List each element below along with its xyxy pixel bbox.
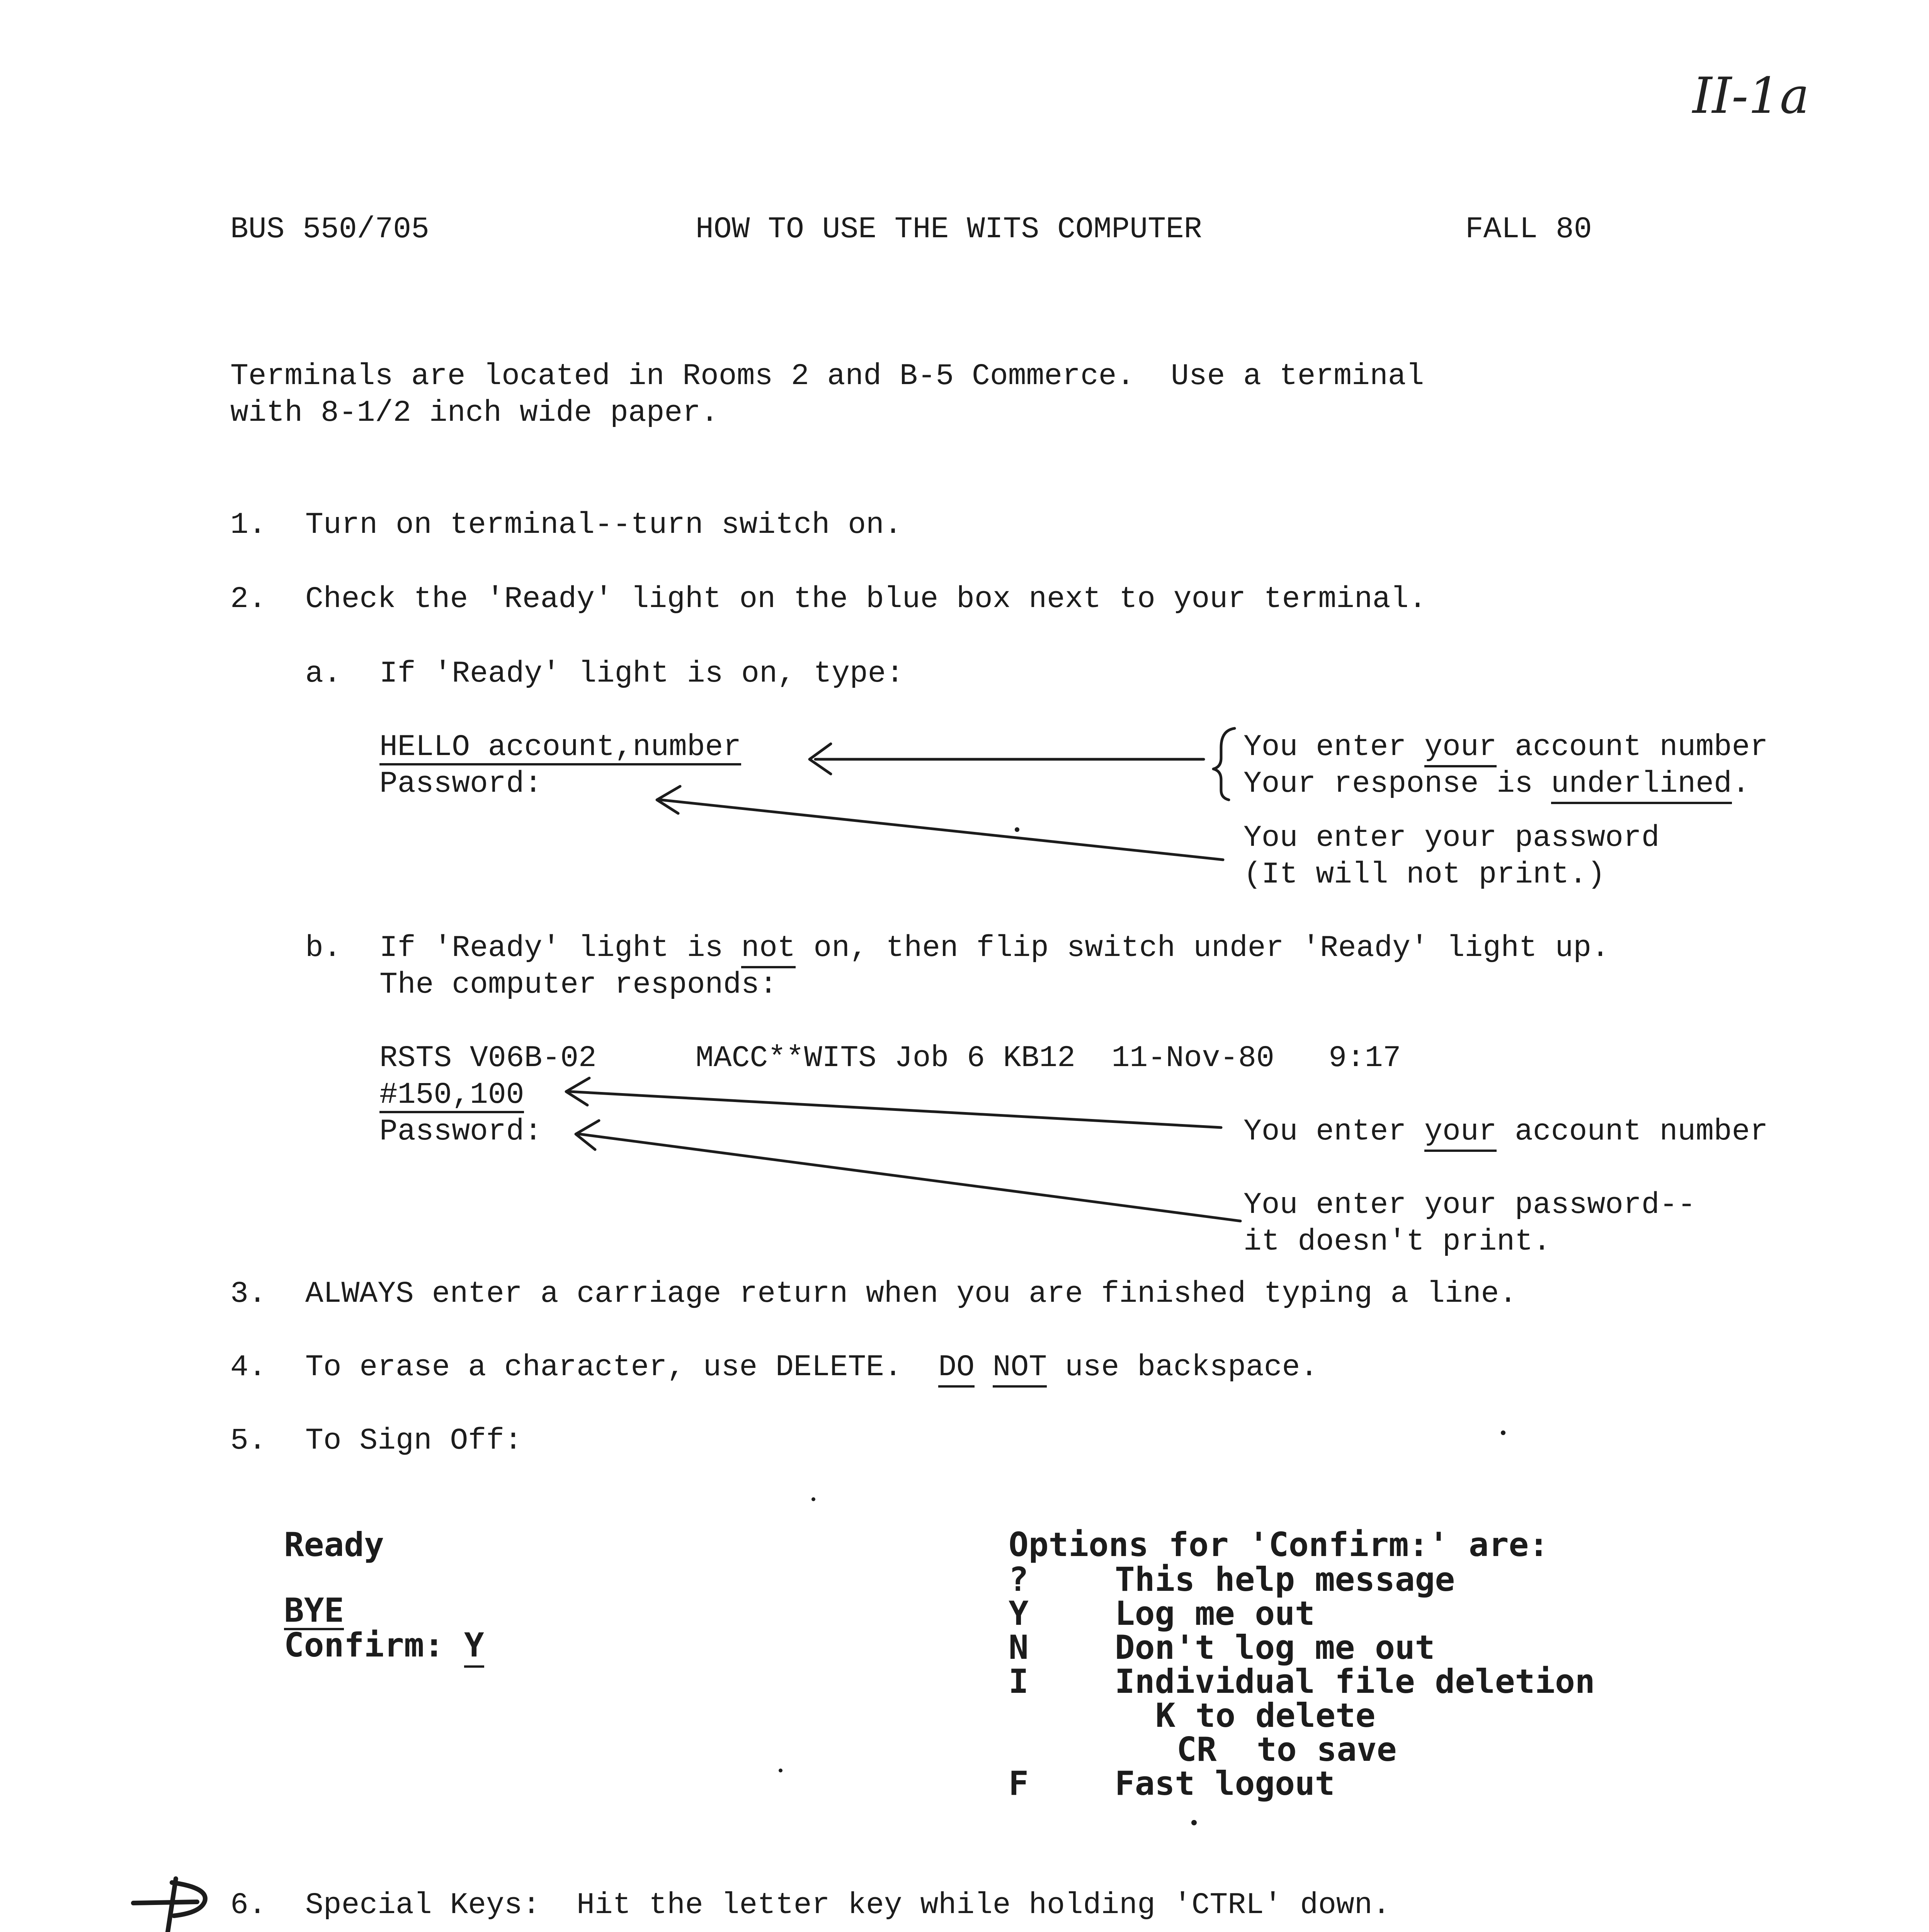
intro-line-2: with 8-1/2 inch wide paper. <box>230 396 719 430</box>
job-banner: MACC**WITS Job 6 KB12 11-Nov-80 9:17 <box>696 1041 1401 1075</box>
step-2b-text-2: The computer responds: <box>379 968 777 1002</box>
step-4-text: To erase a character, use DELETE. DO NOT use backspace. <box>305 1352 1318 1383</box>
arrow-to-password-a <box>661 800 1223 860</box>
option-key: I <box>1009 1662 1029 1701</box>
arrow-to-password-b <box>580 1134 1240 1221</box>
step-1-text: Turn on terminal--turn switch on. <box>305 508 902 542</box>
option-desc: Fast logout <box>1115 1764 1335 1803</box>
course-code: BUS 550/705 <box>230 213 429 247</box>
option-desc: Log me out <box>1115 1594 1315 1633</box>
signoff-confirm: Confirm: Y <box>284 1629 484 1662</box>
password-prompt-b: Password: <box>379 1115 543 1149</box>
step-4-number: 4. <box>230 1350 267 1384</box>
document-title: HOW TO USE THE WITS COMPUTER <box>696 213 1202 247</box>
step-2b-label: b. <box>305 931 342 965</box>
term-label: FALL 80 <box>1465 213 1592 247</box>
note-password-b-line-2: it doesn't print. <box>1243 1225 1551 1259</box>
margin-check-mark <box>133 1879 205 1932</box>
note-brace <box>1213 728 1235 800</box>
arrow-to-account-b <box>570 1092 1221 1128</box>
intro-line-1: Terminals are located in Rooms 2 and B-5 Commerce. Use a terminal <box>230 359 1424 393</box>
note-account-b: You enter your account number <box>1243 1117 1768 1147</box>
note-password-line-1: You enter your password <box>1243 821 1660 855</box>
hello-command: HELLO account,number <box>379 732 741 765</box>
note-password-b-line-1: You enter your password-- <box>1243 1188 1696 1222</box>
option-key: Y <box>1009 1594 1029 1633</box>
option-key: N <box>1009 1628 1029 1667</box>
signoff-ready: Ready <box>284 1526 384 1564</box>
password-prompt-a: Password: <box>379 767 543 801</box>
note-password-line-2: (It will not print.) <box>1243 858 1606 892</box>
system-banner: RSTS V06B-02 <box>379 1041 597 1075</box>
step-3-number: 3. <box>230 1277 267 1311</box>
step-3-text: ALWAYS enter a carriage return when you are finished typing a line. <box>305 1277 1517 1311</box>
step-2-number: 2. <box>230 582 267 616</box>
note-account-line-1: You enter your account number <box>1243 732 1768 762</box>
step-5-number: 5. <box>230 1424 267 1458</box>
account-entry: #150,100 <box>379 1080 524 1113</box>
step-2-text: Check the 'Ready' light on the blue box next to your terminal. <box>305 582 1427 616</box>
option-desc: Individual file deletion <box>1115 1662 1595 1701</box>
step-2a-text: If 'Ready' light is on, type: <box>379 657 904 691</box>
step-5-text: To Sign Off: <box>305 1424 522 1458</box>
step-6-number: 6. <box>230 1888 267 1922</box>
option-desc: This help message <box>1115 1560 1455 1599</box>
options-title: Options for 'Confirm:' are: <box>1009 1526 1549 1564</box>
option-subdesc: K to delete <box>1155 1696 1376 1735</box>
signoff-bye: BYE <box>284 1591 344 1630</box>
option-desc: Don't log me out <box>1115 1628 1435 1667</box>
option-key: F <box>1009 1764 1029 1803</box>
step-1-number: 1. <box>230 508 267 542</box>
note-account-line-2: Your response is underlined. <box>1243 769 1750 799</box>
option-subdesc: CR to save <box>1177 1730 1397 1769</box>
step-2a-label: a. <box>305 657 342 691</box>
step-6-text: Special Keys: Hit the letter key while holding 'CTRL' down. <box>305 1888 1391 1922</box>
step-2b-text: If 'Ready' light is not on, then flip switch under 'Ready' light up. <box>379 933 1609 963</box>
option-key: ? <box>1009 1560 1029 1599</box>
handwritten-page-mark: II-1a <box>1693 67 1810 125</box>
stray-specks <box>779 827 1505 1932</box>
